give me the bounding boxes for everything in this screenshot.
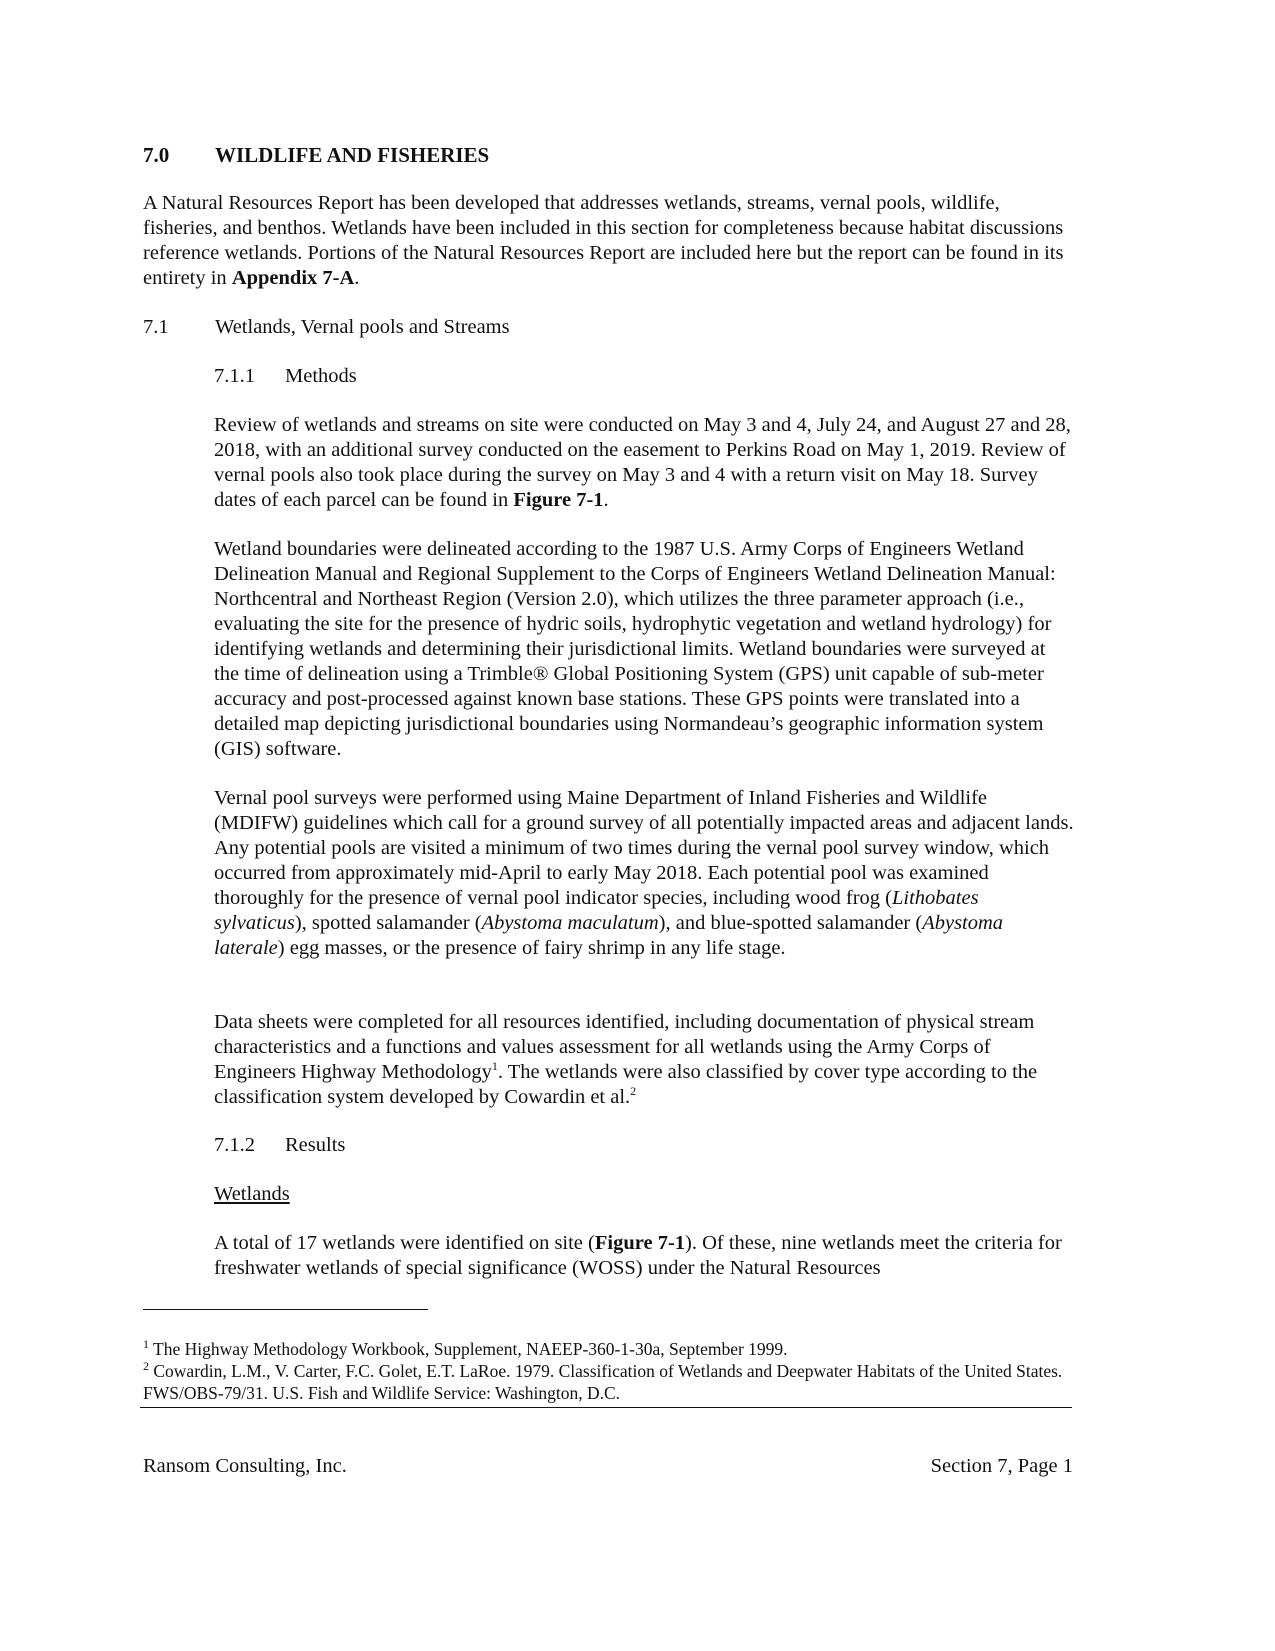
footer-company: Ransom Consulting, Inc. (143, 1455, 347, 1477)
methods-paragraph-delineation: Wetland boundaries were delineated according to the 1987 U.S. Army Corps of Engineers Wetland Delineation Manual and Regional Supplement to the Corps of Engineers Wetland Delineation Manual: Northcentral and Northeast Region (Version 2.0), which utilizes the three parameter approach (i.e., evaluating the site for the presence of hydric soils, hydrophytic vegetation and wetland hydrology) for identifying wetlands and determining their jurisdictional limits. Wetland boundaries were surveyed at the time of delineation using a Trimble® Global Positioning System (GPS) unit capable of sub-meter accuracy and post-processed against known base stations. These GPS points were translated into a detailed map depicting jurisdictional boundaries using Normandeau’s geographic information system (GIS) software. (214, 538, 1056, 760)
species-name: Abystoma laterale (214, 912, 1004, 959)
section-number: 7.0 (143, 143, 170, 167)
footnote-marker: 1 (491, 1059, 498, 1074)
footer-divider (140, 1407, 1072, 1408)
subsection-heading-results: 7.1.2 Results (214, 1134, 346, 1156)
footnote-2: $^2$ Cowardin, L.M., V. Carter, F.C. Golet, E.T. LaRoe. 1979. Classification of Wetlands and Deepwater Habitats of the United States. FWS/OBS-79/31. U.S. Fish and Wildlife Service: Washington, D.C. (143, 1359, 1063, 1403)
section-heading (143, 143, 489, 168)
figure-reference: Figure 7-1 (594, 1232, 686, 1254)
species-name: Abystoma maculatum (481, 912, 659, 934)
intro-paragraph: A Natural Resources Report has been developed that addresses wetlands, streams, vernal pools, wildlife, fisheries, and benthos. Wetlands have been included in this section for completeness because habitat discussions reference wetlands. Portions of the Natural Resources Report are included here but the report can be found in its entirety in Appendix 7-A. (143, 192, 1064, 289)
subsection-heading-7-1: 7.1 Wetlands, Vernal pools and Streams (143, 316, 510, 338)
footnote-separator (143, 1309, 428, 1310)
section-title: WILDLIFE AND FISHERIES (215, 143, 490, 167)
figure-reference: Figure 7-1 (513, 489, 604, 511)
footer-page-number: Section 7, Page 1 (930, 1455, 1073, 1477)
footnotes (143, 1338, 1073, 1404)
methods-paragraph-vernal-pools: Vernal pool surveys were performed using Maine Department of Inland Fisheries and Wildlife (MDIFW) guidelines which call for a ground survey of all potentially impacted areas and adjacent lands. Any potential pools are visited a minimum of two times during the vernal pool survey window, which occurred from approximately mid-April to early May 2018. Each potential pool was examined thoroughly for the presence of vernal pool indicator species, including wood frog (Lithobates sylvaticus), spotted salamander (Abystoma maculatum), and blue-spotted salamander (Abystoma laterale) egg masses, or the presence of fairy shrimp in any life stage. (214, 787, 1074, 959)
footnote-marker: 2 (630, 1084, 637, 1099)
methods-paragraph-dates: Review of wetlands and streams on site were conducted on May 3 and 4, July 24, and August 27 and 28, 2018, with an additional survey conducted on the easement to Perkins Road on May 1, 2019. Review of vernal pools also took place during the survey on May 3 and 4 with a return visit on May 18. Survey dates of each parcel can be found in Figure 7-1. (214, 414, 1071, 511)
subsection-heading-methods: 7.1.1 Methods (214, 365, 357, 387)
wetlands-subheading: Wetlands (214, 1183, 290, 1205)
appendix-reference: Appendix 7-A (231, 267, 355, 289)
methods-paragraph-data-sheets: Data sheets were completed for all resources identified, including documentation of physical stream characteristics and a functions and values assessment for all wetlands using the Army Corps of Engineers Highway Methodology$^1$. The wetlands were also classified by cover type according to the classification system developed by Cowardin et al.$^2$ (214, 1011, 1038, 1108)
results-paragraph: A total of 17 wetlands were identified on site (Figure 7-1). Of these, nine wetlands meet the criteria for freshwater wetlands of special significance (WOSS) under the Natural Resources (214, 1232, 1062, 1279)
footnote-1: $^1$ The Highway Methodology Workbook, Supplement, NAEEP-360-1-30a, September 1999. (143, 1337, 788, 1359)
species-name: Lithobates sylvaticus (214, 887, 979, 934)
